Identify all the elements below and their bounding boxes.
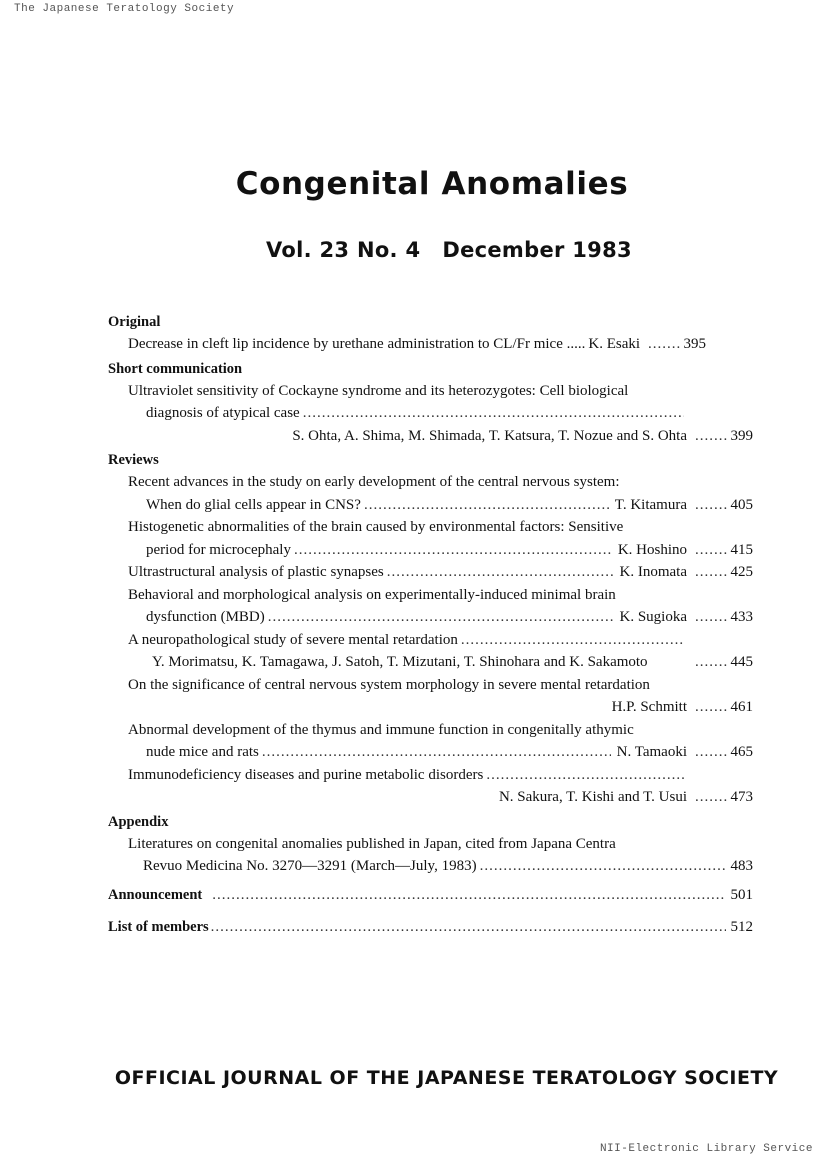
section-heading-original: Original [108, 314, 161, 330]
toc-entry[interactable] [108, 764, 753, 787]
entry-page: 461 [730, 699, 753, 715]
entry-title: Behavioral and morphological analysis on experimentally-induced minimal brain [128, 586, 616, 603]
entry-title: Ultrastructural analysis of plastic synapses [128, 564, 384, 580]
journal-title: Congenital Anomalies [235, 166, 629, 202]
entry-page: 465 [730, 744, 753, 760]
section-heading-short-communication: Short communication [108, 360, 243, 377]
entry-title: Decrease in cleft lip incidence by urethane administration to CL/Fr mice ..... [128, 336, 586, 352]
entry-authors: N. Sakura, T. Kishi and T. Usui [498, 789, 687, 805]
toc-entry-continued [108, 494, 753, 517]
toc-entry[interactable] [108, 561, 753, 584]
leader-dots [364, 494, 609, 517]
toc-entry-authors [108, 786, 753, 809]
entry-title: On the significance of central nervous system morphology in severe mental retardation [128, 676, 650, 693]
toc-entry[interactable] [108, 674, 753, 697]
leader-dots [695, 561, 727, 584]
leader-dots [486, 764, 684, 787]
toc-entry-authors [108, 651, 753, 674]
issue-line [266, 238, 632, 262]
entry-title: Immunodeficiency diseases and purine metabolic disorders [128, 766, 484, 783]
toc-entry-continued [108, 855, 753, 878]
leader-dots [695, 539, 727, 562]
toc-entry[interactable] [108, 471, 753, 494]
toc-entry-members[interactable] [108, 916, 753, 939]
entry-page: 483 [730, 858, 753, 874]
entry-title: Abnormal development of the thymus and immune function in congenitally athymic [128, 721, 634, 738]
toc-entry[interactable] [108, 584, 753, 607]
leader-dots [695, 741, 727, 764]
leader-dots [268, 606, 614, 629]
toc-entry[interactable] [108, 719, 753, 742]
table-of-contents [108, 309, 753, 939]
entry-authors: S. Ohta, A. Shima, M. Shimada, T. Katsura, T. Nozue and S. Ohta [292, 427, 687, 444]
leader-dots [262, 741, 611, 764]
issue-volume: Vol. 23 No. 4 [266, 238, 421, 262]
entry-page: 445 [730, 654, 753, 670]
leader-dots [387, 561, 614, 584]
toc-entry[interactable] [108, 380, 753, 403]
toc-entry-continued [108, 539, 753, 562]
leader-dots [461, 629, 684, 652]
section-heading-reviews: Reviews [108, 452, 159, 468]
library-service-footer: NII-Electronic Library Service [599, 1143, 813, 1155]
entry-page: 405 [730, 496, 753, 513]
entry-page: 512 [730, 919, 753, 935]
entry-page: 399 [730, 427, 753, 444]
entry-authors: K. Inomata [619, 564, 687, 580]
leader-dots [212, 884, 726, 907]
entry-authors: K. Sugioka [619, 609, 687, 625]
leader-dots [695, 696, 727, 719]
leader-dots [695, 651, 727, 674]
toc-entry-authors [108, 696, 753, 719]
entry-title-cont: nude mice and rats [146, 744, 259, 760]
section-heading-list-of-members: List of members [108, 919, 209, 935]
entry-authors: T. Kitamura [614, 496, 687, 513]
leader-dots [695, 786, 727, 809]
entry-page: 473 [730, 789, 753, 805]
toc-entry-announcement[interactable] [108, 884, 753, 907]
entry-title-cont: Revuo Medicina No. 3270—3291 (March—July, 1983) [143, 858, 477, 874]
entry-title-cont: diagnosis of atypical case [146, 405, 300, 421]
toc-entry[interactable] [108, 833, 753, 856]
leader-dots [294, 539, 612, 562]
leader-dots [303, 402, 684, 425]
entry-page: 415 [730, 541, 753, 558]
entry-authors: K. Esaki [588, 336, 641, 352]
section-heading-appendix: Appendix [108, 813, 169, 830]
leader-dots [695, 425, 727, 448]
entry-page: 395 [683, 336, 707, 352]
entry-title: Histogenetic abnormalities of the brain caused by environmental factors: Sensitive [128, 519, 624, 535]
entry-title: Ultraviolet sensitivity of Cockayne syndrome and its heterozygotes: Cell biological [128, 382, 629, 399]
entry-authors: Y. Morimatsu, K. Tamagawa, J. Satoh, T. Mizutani, T. Shinohara and K. Sakamoto [152, 654, 648, 670]
issue-date: December 1983 [442, 238, 632, 262]
toc-entry-continued [108, 402, 753, 425]
entry-title-cont: period for microcephaly [146, 541, 291, 558]
entry-authors: N. Tamaoki [616, 744, 687, 760]
entry-page: 425 [730, 564, 753, 580]
toc-entry[interactable] [108, 333, 753, 356]
leader-dots [695, 606, 727, 629]
leader-dots [211, 916, 726, 939]
toc-entry[interactable] [108, 629, 753, 652]
official-journal-footer: OFFICIAL JOURNAL OF THE JAPANESE TERATOLOGY SOCIETY [114, 1067, 779, 1089]
entry-title: Recent advances in the study on early development of the central nervous system: [128, 474, 620, 490]
entry-title: A neuropathological study of severe mental retardation [128, 631, 458, 648]
entry-title: Literatures on congenital anomalies published in Japan, cited from Japana Centra [128, 835, 616, 852]
toc-entry[interactable] [108, 516, 753, 539]
entry-title-cont: dysfunction (MBD) [146, 609, 265, 625]
entry-title-cont: When do glial cells appear in CNS? [146, 496, 361, 513]
entry-page: 501 [730, 886, 753, 903]
entry-page: 433 [730, 609, 753, 625]
leader-dots [648, 333, 680, 356]
leader-dots [480, 855, 726, 878]
toc-entry-continued [108, 606, 753, 629]
toc-entry-continued [108, 741, 753, 764]
entry-authors: K. Hoshino [617, 541, 687, 558]
toc-entry-authors [108, 425, 753, 448]
entry-authors: H.P. Schmitt [611, 699, 687, 715]
section-heading-announcement: Announcement [108, 886, 203, 903]
leader-dots [695, 494, 727, 517]
society-header: The Japanese Teratology Society [14, 3, 235, 15]
